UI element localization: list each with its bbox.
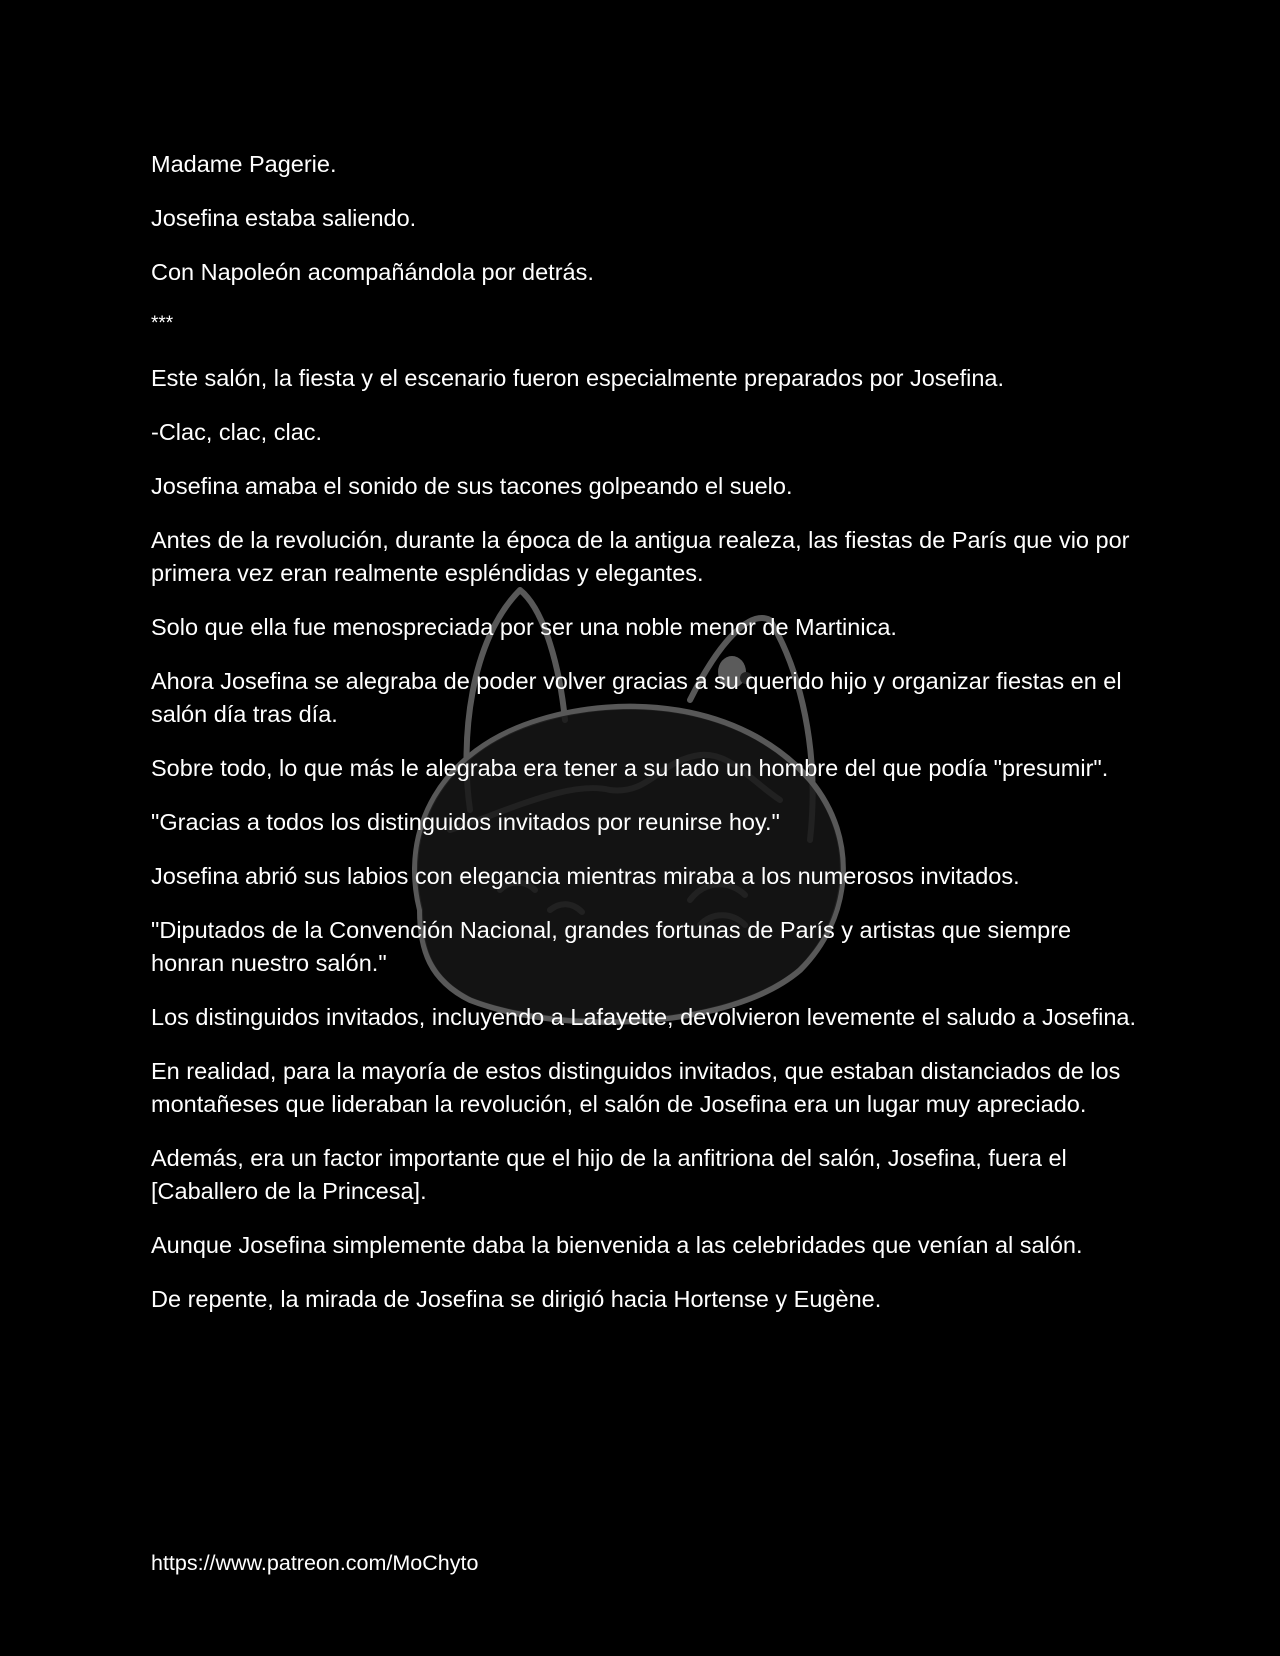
paragraph: Antes de la revolución, durante la época de la antigua realeza, las fiestas de París que vio por primera vez eran realmente espléndidas y elegantes.	[151, 527, 1130, 586]
paragraph: "Gracias a todos los distinguidos invitados por reunirse hoy."	[151, 809, 780, 835]
paragraph: En realidad, para la mayoría de estos distinguidos invitados, que estaban distanciados de los montañeses que lideraban la revolución, el salón de Josefina era un lugar muy apreciado.	[151, 1058, 1121, 1117]
scene-break: ***	[151, 313, 174, 334]
paragraph: Madame Pagerie.	[151, 151, 337, 177]
paragraph: "Diputados de la Convención Nacional, grandes fortunas de París y artistas que siempre honran nuestro salón."	[151, 917, 1072, 976]
paragraph: Sobre todo, lo que más le alegraba era tener a su lado un hombre del que podía "presumir".	[151, 755, 1109, 781]
article-body	[151, 148, 1141, 1337]
paragraph: Además, era un factor importante que el hijo de la anfitriona del salón, Josefina, fuera el [Caballero de la Princesa].	[151, 1145, 1067, 1204]
paragraph: -Clac, clac, clac.	[151, 419, 323, 445]
paragraph: Ahora Josefina se alegraba de poder volver gracias a su querido hijo y organizar fiestas en el salón día tras día.	[151, 668, 1122, 727]
patreon-link[interactable]: https://www.patreon.com/MoChyto	[151, 1551, 479, 1575]
paragraph: Josefina estaba saliendo.	[151, 205, 417, 231]
paragraph: Este salón, la fiesta y el escenario fueron especialmente preparados por Josefina.	[151, 365, 1005, 391]
paragraph: Aunque Josefina simplemente daba la bienvenida a las celebridades que venían al salón.	[151, 1232, 1083, 1258]
paragraph: Josefina abrió sus labios con elegancia mientras miraba a los numerosos invitados.	[151, 863, 1020, 889]
paragraph: De repente, la mirada de Josefina se dirigió hacia Hortense y Eugène.	[151, 1286, 882, 1312]
paragraph: Los distinguidos invitados, incluyendo a Lafayette, devolvieron levemente el saludo a Josefina.	[151, 1004, 1137, 1030]
paragraph: Con Napoleón acompañándola por detrás.	[151, 259, 594, 285]
paragraph: Josefina amaba el sonido de sus tacones golpeando el suelo.	[151, 473, 793, 499]
paragraph: Solo que ella fue menospreciada por ser una noble menor de Martinica.	[151, 614, 897, 640]
